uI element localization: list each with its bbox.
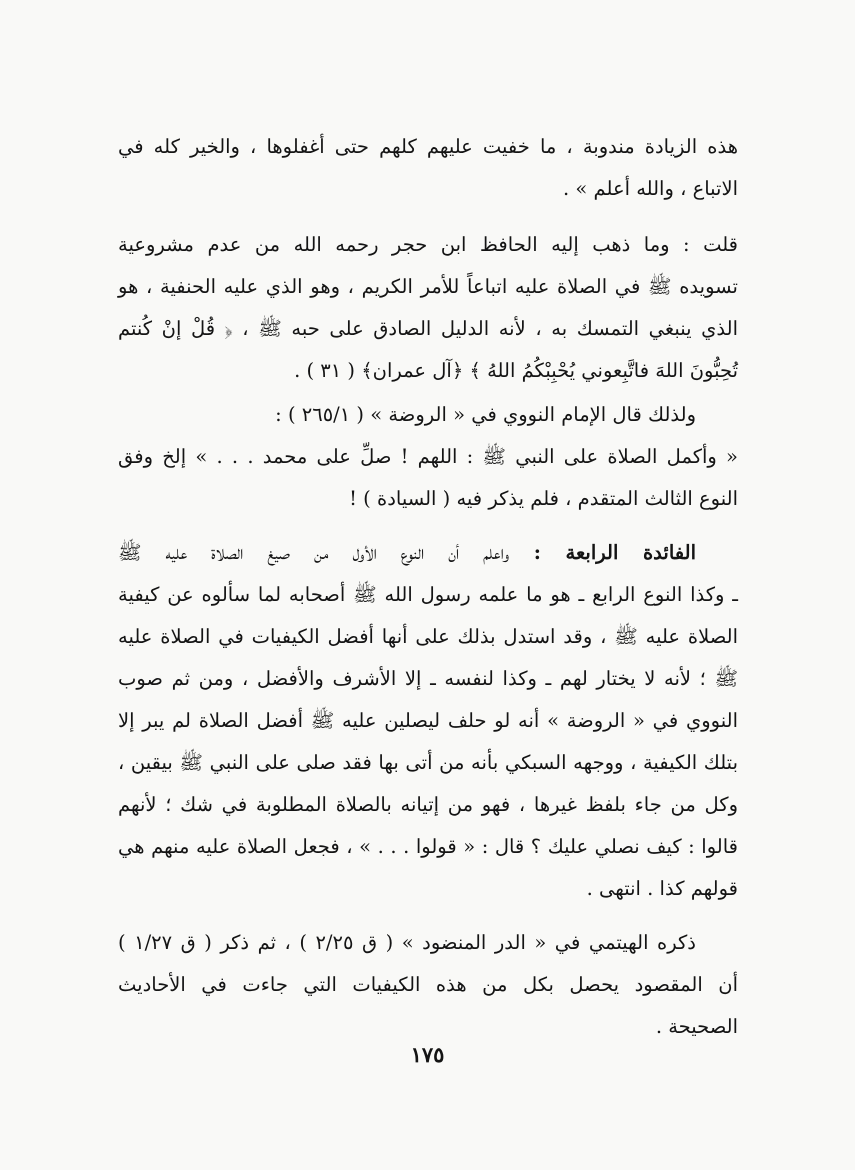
text-line: ذكره الهيتمي في « الدر المنضود » ( ق ٢/٢٥ ) ، ثم ذكر ( ق ١/٢٧ ): [118, 931, 696, 954]
page-body: [118, 126, 738, 1046]
text-line: ـ وكذا النوع الرابع ـ هو ما علمه رسول الله ﷺ أصحابه لما سألوه عن كيفية: [118, 583, 738, 606]
text-line: وكل من جاء بلفظ غيرها ، فهو من إتيانه بالصلاة المطلوبة في شك ؛ لأنهم: [118, 793, 738, 816]
text-line: بتلك الكيفية ، ووجهه السبكي بأنه من أتى بها فقد صلى على النبي ﷺ بيقين ،: [118, 751, 738, 774]
text-line: الاتباع ، والله أعلم » .: [562, 177, 738, 200]
text-line: قولهم كذا . انتهى .: [586, 877, 738, 900]
text-line: ولذلك قال الإمام النووي في « الروضة » ( ٢٦٥/١ ) :: [275, 403, 696, 426]
text-line: الصحيحة .: [655, 1015, 738, 1038]
text-line: النووي في « الروضة » أنه لو حلف ليصلين عليه ﷺ أفضل الصلاة لم يبر إلا: [118, 709, 738, 732]
text-line: الصلاة عليه ﷺ ، وقد استدل بذلك على أنها أفضل الكيفيات في الصلاة عليه: [118, 625, 738, 648]
section-heading: الفائدة الرابعة :: [509, 541, 696, 564]
page-number: ١٧٥: [410, 1042, 445, 1067]
text-line: قالوا : كيف نصلي عليك ؟ قال : « قولوا . . . » ، فجعل الصلاة عليه منهم هي: [118, 835, 738, 858]
text-line: قلت : وما ذهب إليه الحافظ ابن حجر رحمه الله من عدم مشروعية: [118, 233, 738, 256]
text-line: تُحِبُّونَ اللهَ فاتَّبِعوني يُحْبِبْكُمُ اللهُ ﴾ ﴿آل عمران﴾ ( ٣١ ) .: [294, 359, 738, 382]
text-line: تسويده ﷺ في الصلاة عليه اتباعاً للأمر الكريم ، وهو الذي عليه الحنفية ، هو: [118, 275, 738, 298]
text-line: « وأكمل الصلاة على النبي ﷺ : اللهم ! صلِّ على محمد . . . » إلخ وفق: [118, 445, 738, 468]
text-line: أن المقصود يحصل بكل من هذه الكيفيات التي جاءت في الأحاديث: [118, 973, 738, 996]
text-line: الذي ينبغي التمسك به ، لأنه الدليل الصادق على حبه ﷺ ، ﴿ قُلْ إنْ كُنتم: [118, 317, 738, 340]
text-line: هذه الزيادة مندوبة ، ما خفيت عليهم كلهم حتى أغفلوها ، والخير كله في: [118, 135, 738, 158]
text-span: واعلم أن النوع الأول من صيغ الصلاة عليه ﷺ: [118, 541, 510, 564]
text-line: ﷺ ؛ لأنه لا يختار لهم ـ وكذا لنفسه ـ إلا الأشرف والأفضل ، ومن ثم صوب: [118, 667, 738, 690]
text-line: النوع الثالث المتقدم ، فلم يذكر فيه ( السيادة ) !: [349, 487, 738, 510]
text-line: [118, 532, 738, 574]
